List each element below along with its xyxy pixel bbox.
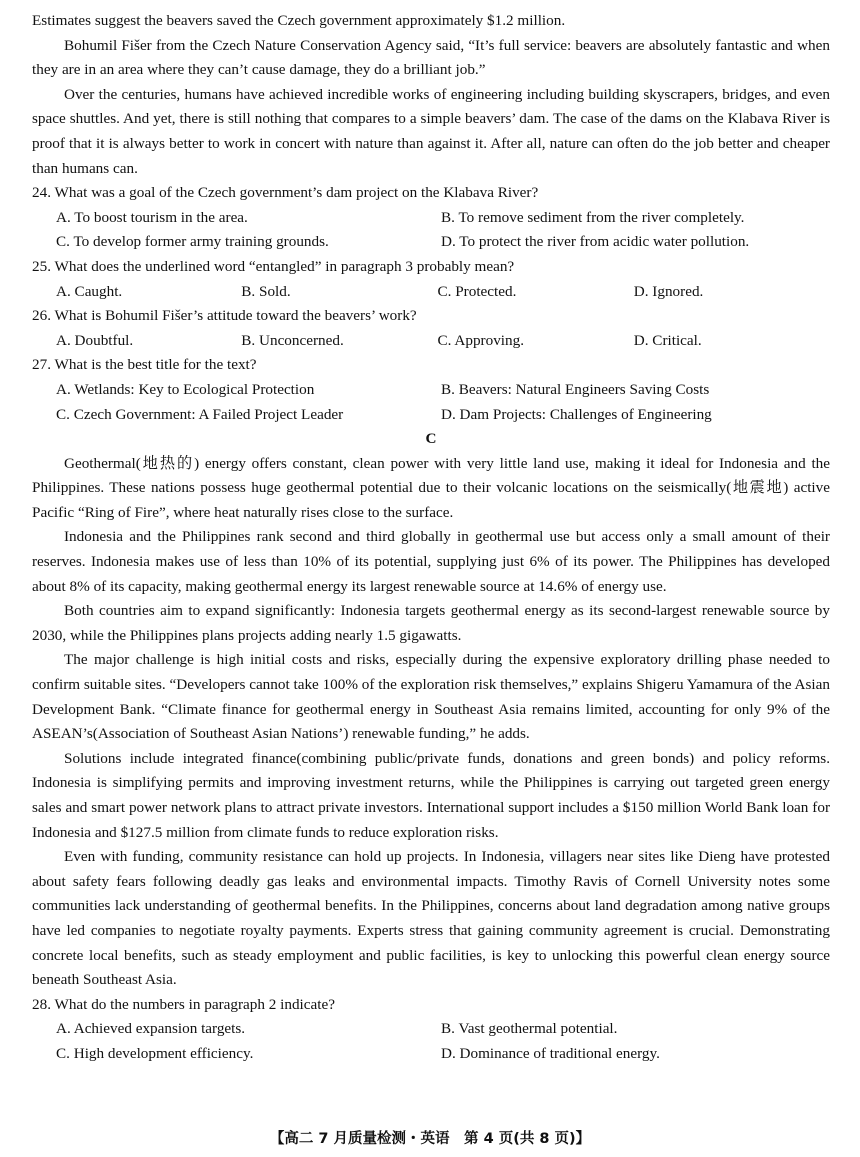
paragraph-c-3: Both countries aim to expand significantly: Indonesia targets geothermal energy as its second-largest renewable source by 2030, while the Philippines plans projects adding nearly 1.5 gigawatts.: [32, 602, 830, 644]
paragraph-c-1: Geothermal(地热的) energy offers constant, clean power with very little land use, making it ideal for Indonesia and the Philippines. These nations possess huge geothermal potential due to their volcanic locations on the seismically(地震地) active Pacific “Ring of Fire”, where heat naturally rises close to the surface.: [32, 454, 830, 521]
paragraph-b-end-1: Estimates suggest the beavers saved the Czech government approximately $1.2 million.: [32, 12, 566, 29]
question-25-option-b: B. Sold.: [241, 282, 291, 300]
page-content: [32, 9, 830, 1067]
question-27-options-row1: [32, 378, 830, 403]
question-27-options-row2: [32, 403, 830, 428]
question-27-stem: 27. What is the best title for the text?: [32, 356, 257, 374]
paragraph-b-end-3: Over the centuries, humans have achieved incredible works of engineering including building skyscrapers, bridges, and even space shuttles. And yet, there is still nothing that compares to a simple beavers’ dam. The case of the dams on the Klabava River is proof that it is always better to work in concert with nature than against it. After all, nature can often do the job better and cheaper than humans can.: [32, 85, 830, 177]
page-footer: 【高二 7 月质量检测・英语 第 4 页(共 8 页)】: [269, 1131, 591, 1147]
question-28-option-a: A. Achieved expansion targets.: [56, 1020, 246, 1038]
question-25-option-a: A. Caught.: [56, 282, 123, 300]
question-24-options-row2: [32, 230, 830, 255]
question-27-option-d: D. Dam Projects: Challenges of Engineering: [441, 405, 712, 423]
paragraph-c-2: Indonesia and the Philippines rank second and third globally in geothermal use but access only a small amount of their reserves. Indonesia makes use of less than 10% of its potential, supplying just 6% of its power. The Philippines has developed about 8% of its capacity, making geothermal energy its largest renewable source at 14.6% of energy use.: [32, 528, 830, 595]
question-24-option-d: D. To protect the river from acidic water pollution.: [441, 233, 750, 251]
question-25-options: [32, 280, 830, 305]
question-27-option-b: B. Beavers: Natural Engineers Saving Costs: [441, 380, 710, 398]
question-24-stem: 24. What was a goal of the Czech government’s dam project on the Klabava River?: [32, 184, 539, 202]
question-25-stem: 25. What does the underlined word “entangled” in paragraph 3 probably mean?: [32, 257, 515, 275]
question-26-option-a: A. Doubtful.: [56, 331, 134, 349]
question-24-option-c: C. To develop former army training grounds.: [56, 233, 329, 251]
question-28-stem: 28. What do the numbers in paragraph 2 indicate?: [32, 995, 335, 1013]
question-24-option-a: A. To boost tourism in the area.: [56, 208, 248, 226]
question-27-option-a: A. Wetlands: Key to Ecological Protection: [56, 380, 315, 398]
paragraph-c-6: Even with funding, community resistance can hold up projects. In Indonesia, villagers near sites like Dieng have protested about safety fears following deadly gas leaks and environmental impacts. Timothy Ravis of Cornell University notes some communities lack understanding of geothermal benefits. In the Philippines, concerns about land degradation among native groups have led companies to negotiate royalty payments. Experts stress that gaining community agreement is crucial. Demonstrating concrete local benefits, such as steady employment and public facilities, is key to unlocking this powerful clean energy source beneath Southeast Asia.: [32, 848, 830, 989]
paragraph-b-end-2: Bohumil Fišer from the Czech Nature Conservation Agency said, “It’s full service: beavers are absolutely fantastic and when they are in an area where they can’t cause damage, they do a brilliant job.”: [32, 36, 830, 79]
question-26-option-c: C. Approving.: [437, 331, 525, 349]
question-25-option-d: D. Ignored.: [633, 282, 704, 300]
question-28-options-row1: [32, 1017, 830, 1042]
question-26-options: [32, 329, 830, 354]
question-28-option-c: C. High development efficiency.: [56, 1044, 254, 1062]
question-24-options-row1: [32, 206, 830, 231]
paragraph-c-5: Solutions include integrated finance(combining public/private funds, donations and green bonds) and policy reforms. Indonesia is simplifying permits and improving investment returns, while the Philippines is carrying out targeted green energy sales and smart power network plans to attract private investors. International support includes a $150 million World Bank loan for Indonesia and $127.5 million from climate funds to reduce exploration risks.: [32, 749, 830, 841]
question-26-option-b: B. Unconcerned.: [241, 331, 344, 349]
section-c-heading: C: [425, 430, 437, 448]
question-25-option-c: C. Protected.: [437, 282, 517, 300]
question-27-option-c: C. Czech Government: A Failed Project Leader: [56, 405, 344, 423]
question-26-option-d: D. Critical.: [633, 331, 702, 349]
question-24-option-b: B. To remove sediment from the river completely.: [441, 208, 745, 226]
question-26-stem: 26. What is Bohumil Fišer’s attitude toward the beavers’ work?: [32, 307, 417, 325]
question-28-option-d: D. Dominance of traditional energy.: [441, 1044, 660, 1062]
question-28-option-b: B. Vast geothermal potential.: [441, 1020, 618, 1038]
paragraph-c-4: The major challenge is high initial costs and risks, especially during the expensive exploratory drilling phase needed to confirm suitable sites. “Developers cannot take 100% of the exploration risk themselves,” explains Shigeru Yamamura of the Asian Development Bank. “Climate finance for geothermal energy in Southeast Asia remains limited, accounting for only 9% of the ASEAN’s(Association of Southeast Asian Nations’) renewable funding,” he adds.: [32, 651, 830, 743]
question-28-options-row2: [32, 1042, 830, 1067]
